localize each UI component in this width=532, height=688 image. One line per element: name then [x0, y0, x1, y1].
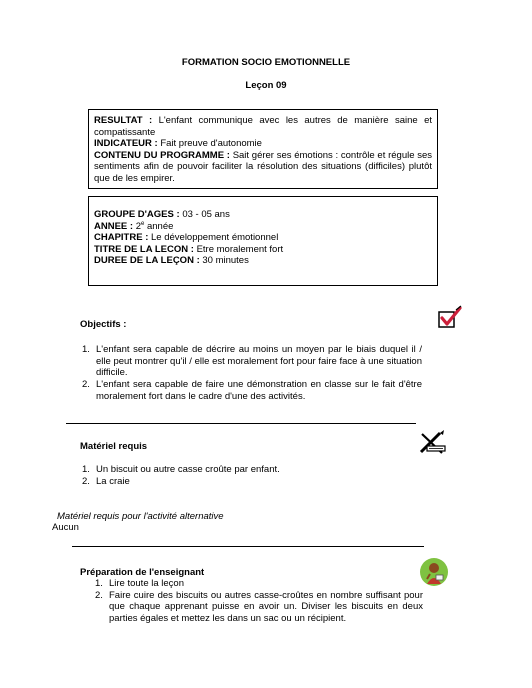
contenu-label: CONTENU DU PROGRAMME :	[94, 149, 230, 161]
indicateur-text: Fait preuve d'autonomie	[160, 138, 262, 149]
duree-row	[94, 255, 432, 267]
lesson-info-box	[88, 196, 438, 286]
indicateur-row	[94, 138, 432, 150]
lesson-number: Leçon 09	[245, 80, 287, 91]
list-item: 1. Lire toute la leçon	[95, 578, 184, 589]
groupe-label: GROUPE D'AGES :	[94, 209, 180, 220]
section-divider	[72, 546, 424, 547]
document-title: FORMATION SOCIO EMOTIONNELLE	[181, 57, 351, 68]
resultat-text: L'enfant communique avec les autres de manière saine et compatissante	[94, 115, 433, 138]
annee-label: ANNEE :	[94, 220, 134, 232]
chapitre-label: CHAPITRE :	[94, 232, 149, 243]
checkbox-check-icon	[437, 305, 463, 331]
list-item: 1. Un biscuit ou autre casse croûte par enfant.	[82, 464, 280, 475]
titre-row	[94, 244, 432, 256]
titre-text: Etre moralement fort	[196, 243, 284, 255]
annee-text: année	[146, 220, 174, 232]
section-divider	[66, 423, 416, 424]
chapitre-row	[94, 232, 432, 244]
result-box	[88, 109, 438, 189]
resultat-label: RESULTAT :	[94, 115, 153, 126]
alternative-heading: Matériel requis pour l'activité alternative	[57, 511, 224, 522]
alternative-value: Aucun	[52, 522, 79, 533]
objectifs-heading: Objectifs :	[80, 319, 127, 330]
resultat-row	[94, 115, 432, 138]
materiel-list	[82, 464, 422, 487]
indicateur-label: INDICATEUR :	[94, 138, 158, 149]
groupe-text: 03 - 05 ans	[182, 209, 230, 220]
preparation-list	[95, 578, 423, 625]
list-item: 2. L'enfant sera capable de faire une démonstration en classe sur le fait d'être moralement fort dans le cadre d'une des activités.	[82, 379, 422, 402]
annee-sup: e	[141, 220, 145, 227]
groupe-row	[94, 209, 432, 221]
list-item: 1. L'enfant sera capable de décrire au moins un moyen par le biais duquel il / elle peut montrer qu'il / elle est moralement fort pour faire face à une situation difficile.	[82, 344, 422, 379]
list-item: 2. La craie	[82, 475, 130, 487]
objectifs-list	[82, 344, 422, 403]
duree-label: DUREE DE LA LEÇON :	[94, 255, 200, 266]
duree-text: 30 minutes	[202, 255, 249, 266]
list-item: 2. Faire cuire des biscuits ou autres casse-croûtes en nombre suffisant pour que chaque apprenant puisse en avoir un. Diviser les biscuits en deux parties égales et mettez les dans un sac ou un récipient.	[95, 589, 423, 625]
pencil-tools-icon	[418, 428, 448, 456]
chapitre-text: Le développement émotionnel	[151, 232, 279, 243]
materiel-heading: Matériel requis	[80, 441, 148, 452]
titre-label: TITRE DE LA LECON :	[94, 243, 194, 255]
annee-row	[94, 221, 432, 233]
preparation-heading: Préparation de l'enseignant	[80, 567, 205, 578]
contenu-text: Sait gérer ses émotions : contrôle et régule ses sentiments afin de pouvoir faciliter la résolution des situations (difficiles) plutôt que de les empirer.	[94, 149, 433, 184]
contenu-row	[94, 150, 432, 185]
teacher-icon	[419, 557, 449, 587]
annee-num: 2	[135, 220, 141, 232]
